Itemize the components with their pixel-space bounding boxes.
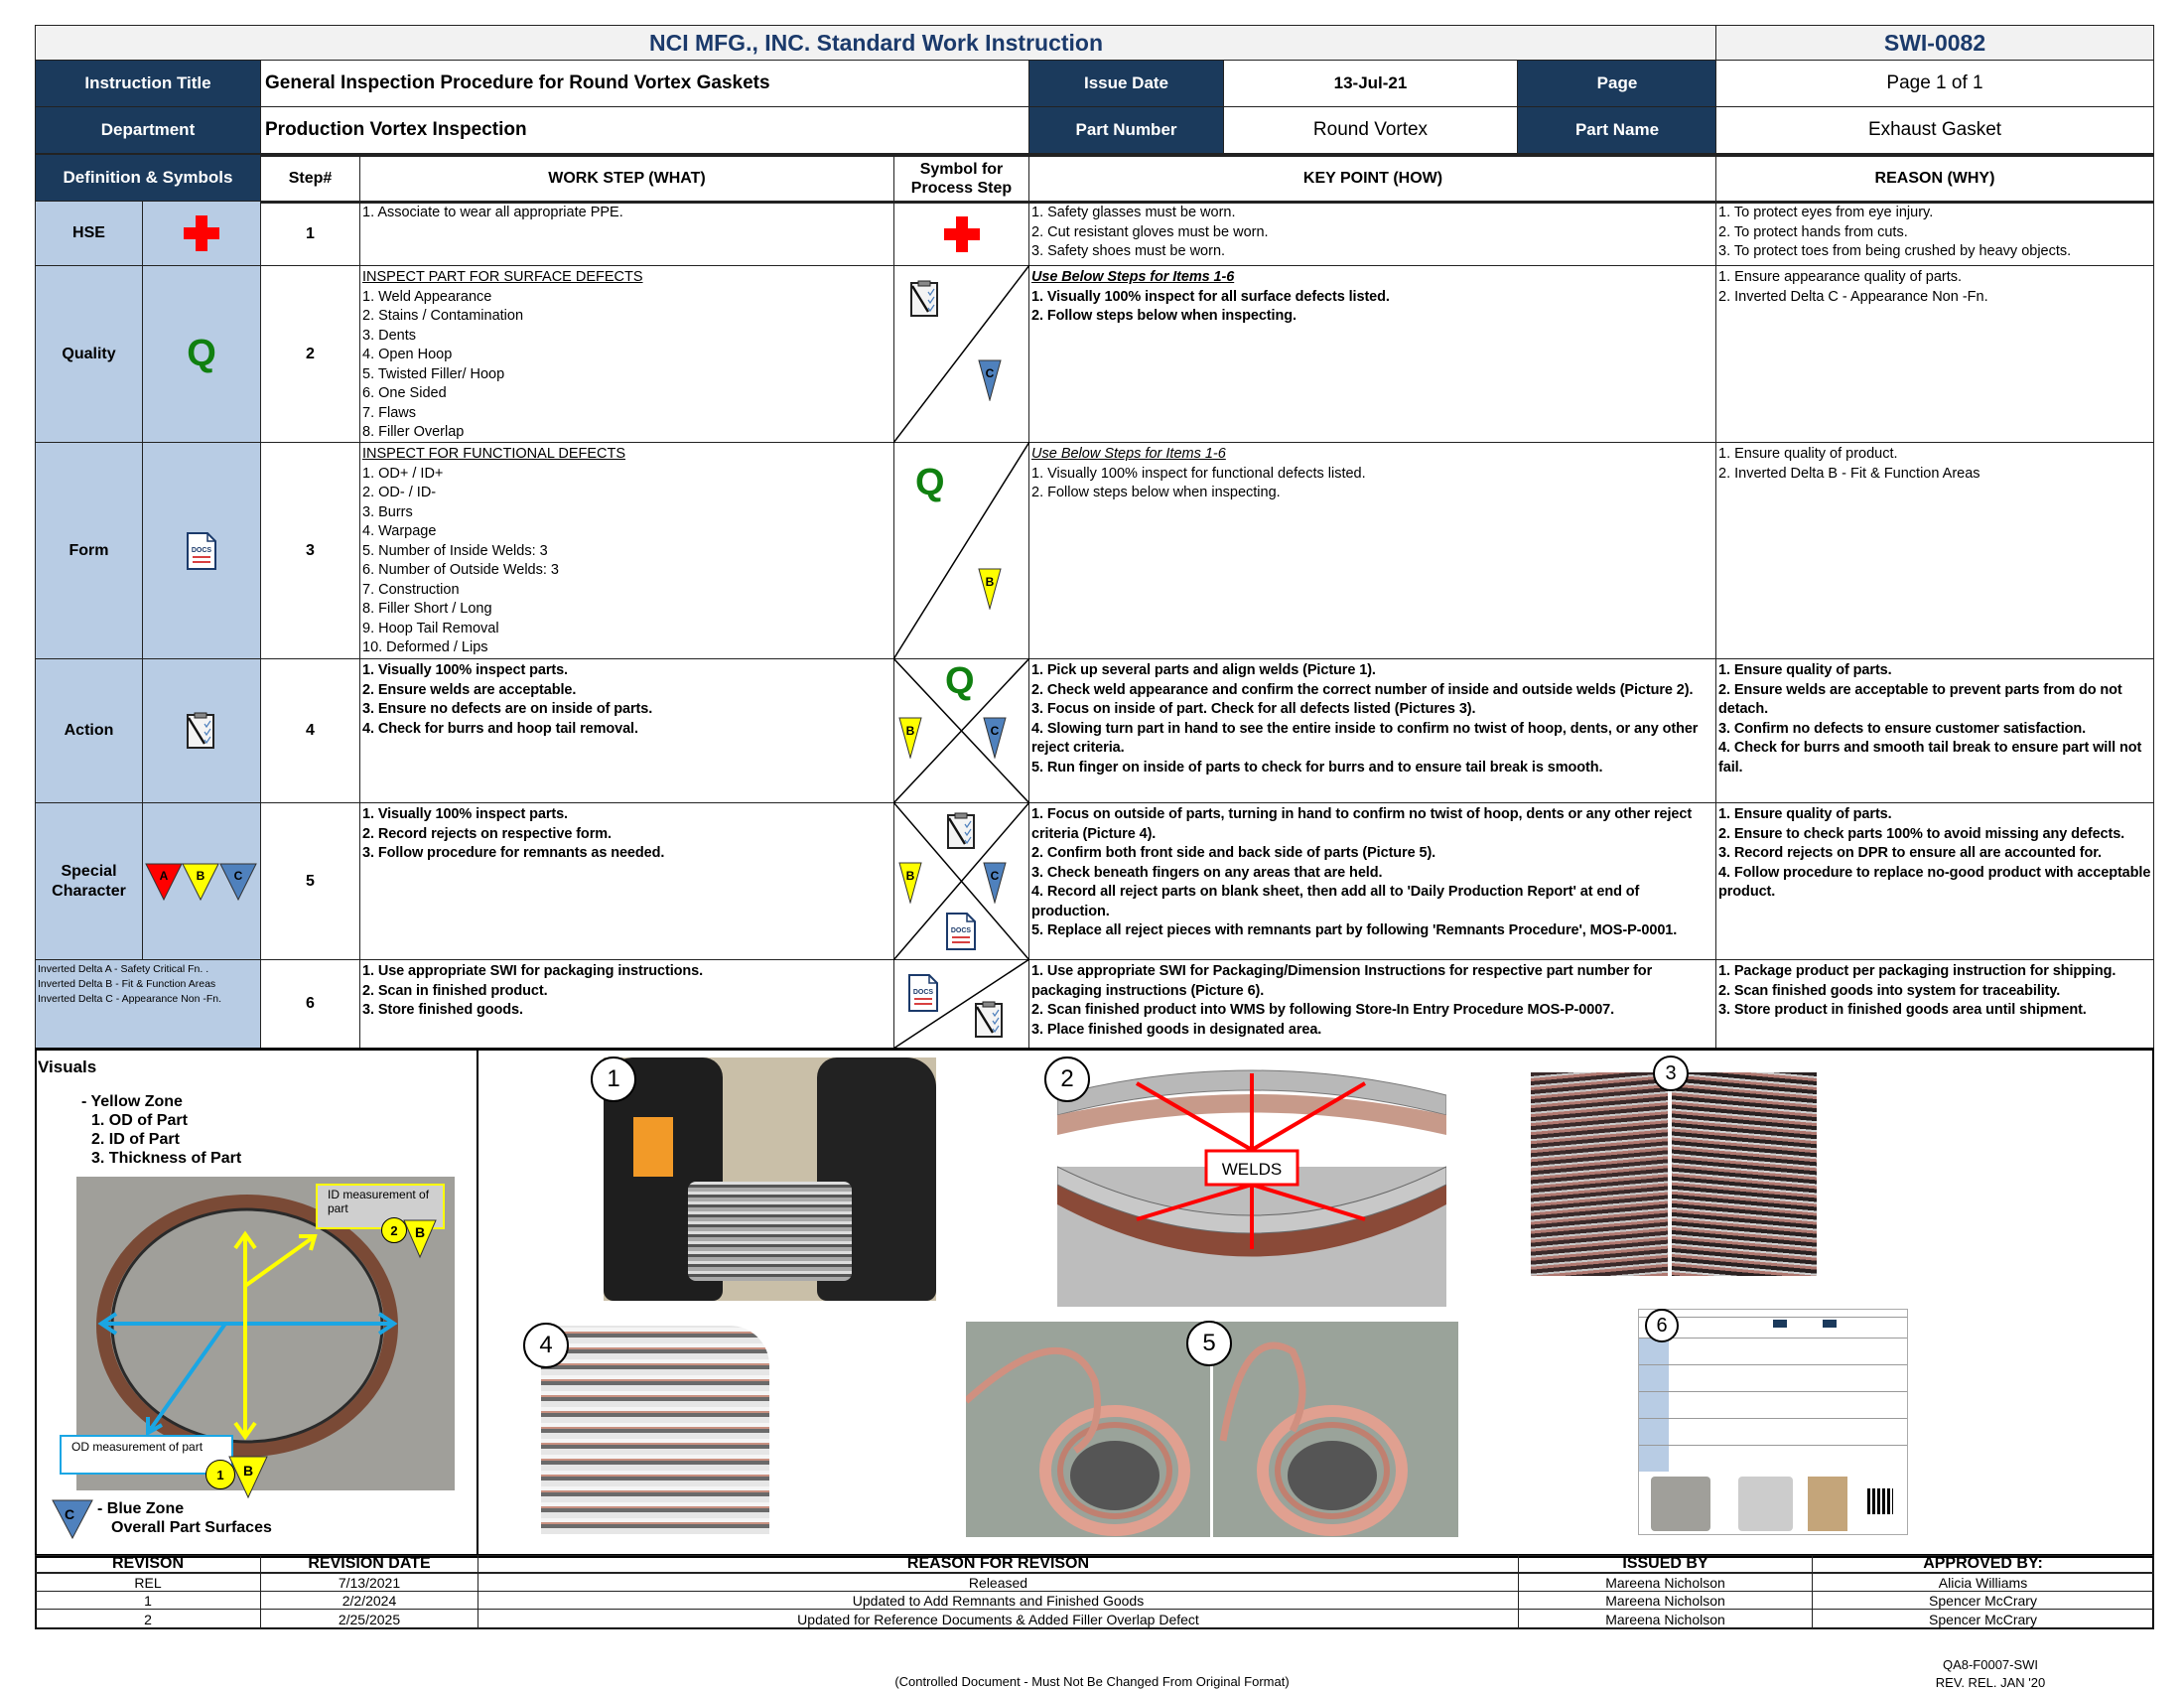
badge-text: 1 bbox=[216, 1467, 224, 1482]
delta-note-c: Inverted Delta C - Appearance Non -Fn. bbox=[38, 993, 222, 1005]
rev-row-2-date bbox=[260, 1591, 478, 1610]
how-item: 2. Confirm both front side and back side of parts (Picture 5). bbox=[1031, 845, 1436, 861]
value-text: Round Vortex bbox=[1312, 119, 1429, 140]
svg-text:B: B bbox=[414, 1224, 426, 1240]
mini-title-bar bbox=[1639, 1310, 1908, 1318]
rev-row-2-rev bbox=[35, 1591, 261, 1610]
why-item: 2. Inverted Delta C - Appearance Non -Fn. bbox=[1718, 288, 1988, 305]
svg-text:C: C bbox=[990, 869, 1000, 883]
what-item: 4. Warpage bbox=[362, 523, 437, 539]
what-item: 2. OD- / ID- bbox=[362, 485, 437, 500]
step-4-num bbox=[260, 658, 360, 803]
svg-text:DOCS: DOCS bbox=[912, 989, 934, 996]
delta-b-icon bbox=[228, 1456, 268, 1499]
how-item: 3. Safety shoes must be worn. bbox=[1031, 243, 1226, 259]
picture-6-number bbox=[1645, 1309, 1679, 1342]
legend-text: Form bbox=[68, 541, 109, 559]
legend-action-label bbox=[35, 658, 143, 803]
rev-row-1-approved bbox=[1812, 1573, 2154, 1592]
rev-cell-text: 2 bbox=[144, 1611, 152, 1627]
what-heading: INSPECT FOR FUNCTIONAL DEFECTS bbox=[362, 446, 626, 462]
header-text: Step# bbox=[288, 170, 333, 187]
blue-zone bbox=[97, 1499, 272, 1537]
svg-text:C: C bbox=[985, 366, 995, 380]
header-text: Symbol for bbox=[919, 161, 1004, 178]
value-text: 13-Jul-21 bbox=[1333, 73, 1408, 92]
coil-front bbox=[966, 1322, 1210, 1537]
rev-header-approved bbox=[1812, 1555, 2154, 1573]
picture-number-text: 1 bbox=[607, 1065, 620, 1092]
what-item: 2. Scan in finished product. bbox=[362, 982, 548, 999]
how-item: 3. Focus on inside of part. Check for all defects listed (Pictures 3). bbox=[1031, 701, 1476, 717]
why-item: 2. To protect hands from cuts. bbox=[1718, 223, 1908, 240]
label-text: Department bbox=[100, 120, 196, 139]
value-text: Page 1 of 1 bbox=[1886, 72, 1983, 93]
clipboard-icon bbox=[973, 1001, 1007, 1039]
rev-cell-text: Spencer McCrary bbox=[1929, 1611, 2037, 1627]
svg-text:B: B bbox=[905, 724, 915, 738]
what-item: 8. Filler Overlap bbox=[362, 424, 465, 440]
rev-row-1-reason bbox=[478, 1573, 1519, 1592]
id-callout-text: ID measurement of part bbox=[328, 1188, 430, 1215]
qr-code-icon bbox=[1867, 1488, 1893, 1514]
step-1-why bbox=[1715, 201, 2154, 265]
rev-row-1-date bbox=[260, 1573, 478, 1592]
picture-3b bbox=[1672, 1072, 1817, 1276]
blue-zone-label: - Blue Zone bbox=[97, 1500, 185, 1517]
what-item: 3. Follow procedure for remnants as needed. bbox=[362, 845, 665, 861]
why-item: 4. Follow procedure to replace no-good product with acceptable product. bbox=[1718, 864, 2151, 900]
how-item: 4. Slowing turn part in hand to see the entire inside to confirm no twist of hoop, dents, or any other reject criteria. bbox=[1031, 720, 1699, 756]
picture-number-text: 2 bbox=[1060, 1065, 1074, 1092]
legend-form-label bbox=[35, 442, 143, 659]
delta-b-icon bbox=[898, 862, 922, 904]
label-text: Instruction Title bbox=[84, 73, 211, 92]
how-item: 1. Visually 100% inspect for all surface defects listed. bbox=[1031, 288, 1390, 305]
coil-back bbox=[1213, 1322, 1458, 1537]
delta-abc-icons bbox=[145, 862, 258, 902]
what-item: 6. Number of Outside Welds: 3 bbox=[362, 562, 559, 578]
what-item: 7. Construction bbox=[362, 581, 460, 598]
stacked-gaskets bbox=[688, 1182, 852, 1281]
rev-cell-text: 2/25/2025 bbox=[338, 1611, 401, 1627]
rev-cell-text: Released bbox=[968, 1574, 1028, 1591]
how-item: 2. Check weld appearance and confirm the correct number of inside and outside welds (Picture 2). bbox=[1031, 681, 1694, 698]
step-num-header bbox=[260, 154, 360, 202]
how-item: 2. Follow steps below when inspecting. bbox=[1031, 308, 1297, 324]
step-2-num bbox=[260, 265, 360, 443]
what-item: 2. Record rejects on respective form. bbox=[362, 825, 612, 842]
how-item: 2. Follow steps below when inspecting. bbox=[1031, 485, 1281, 500]
form-number: QA8-F0007-SWI bbox=[1942, 1657, 2039, 1672]
picture-number-text: 4 bbox=[539, 1332, 553, 1358]
why-item: 1. To protect eyes from eye injury. bbox=[1718, 205, 1934, 220]
rev-cell-text: REL bbox=[134, 1574, 162, 1591]
why-item: 3. Store product in finished goods area until shipment. bbox=[1718, 1002, 2087, 1018]
issue-date-label bbox=[1028, 60, 1224, 107]
legend-text: Action bbox=[64, 722, 114, 739]
page-label bbox=[1517, 60, 1717, 107]
rev-cell-text: Alicia Williams bbox=[1938, 1574, 2028, 1591]
legend-quality-label bbox=[35, 265, 143, 443]
clipboard-icon bbox=[185, 712, 218, 750]
step-4-why bbox=[1715, 658, 2154, 780]
what-item: 5. Number of Inside Welds: 3 bbox=[362, 542, 548, 559]
svg-text:A: A bbox=[159, 868, 169, 883]
rev-cell-text: Mareena Nicholson bbox=[1605, 1574, 1725, 1591]
quality-q-icon: Q bbox=[945, 660, 975, 702]
badge-text: 2 bbox=[390, 1222, 398, 1238]
instruction-title-value bbox=[260, 60, 1030, 107]
rev-row-1-issued bbox=[1518, 1573, 1813, 1592]
quality-q-icon: Q bbox=[915, 462, 945, 503]
what-item: 4. Open Hoop bbox=[362, 347, 453, 362]
document-icon bbox=[186, 531, 217, 571]
step-number: 1 bbox=[306, 225, 315, 242]
delta-b-icon bbox=[898, 717, 922, 759]
what-item: 3. Store finished goods. bbox=[362, 1002, 523, 1018]
delta-c-icon bbox=[983, 717, 1007, 759]
legend-delta-notes bbox=[35, 959, 261, 1049]
rev-header-text: REVISON bbox=[111, 1555, 184, 1572]
step-5-how bbox=[1028, 802, 1715, 944]
rev-header-date bbox=[260, 1555, 478, 1573]
svg-text:WELDS: WELDS bbox=[1221, 1160, 1283, 1179]
picture-5a bbox=[966, 1322, 1210, 1537]
what-heading: INSPECT PART FOR SURFACE DEFECTS bbox=[362, 269, 643, 285]
rev-row-2-issued bbox=[1518, 1591, 1813, 1610]
svg-text:B: B bbox=[196, 868, 205, 883]
how-item: 1. Focus on outside of parts, turning in hand to confirm no twist of hoop, dents or any other reject criteria (Picture 4). bbox=[1031, 806, 1693, 842]
red-cross-icon bbox=[944, 216, 980, 252]
step-6-what bbox=[359, 959, 892, 1024]
how-item: 1. Pick up several parts and align welds (Picture 1). bbox=[1031, 662, 1376, 678]
rev-cell-text: Updated to Add Remnants and Finished Goods bbox=[852, 1592, 1145, 1609]
rev-cell-text: 2/2/2024 bbox=[341, 1592, 397, 1609]
yellow-zone-label: - Yellow Zone bbox=[81, 1093, 183, 1110]
step-number: 2 bbox=[306, 345, 315, 362]
step-1-what bbox=[359, 201, 892, 226]
legend-special-label bbox=[35, 802, 143, 960]
what-item: 3. Burrs bbox=[362, 503, 413, 520]
company-title bbox=[35, 25, 1717, 61]
rev-row-3-rev bbox=[35, 1609, 261, 1629]
svg-text:DOCS: DOCS bbox=[950, 927, 972, 934]
page-value bbox=[1715, 60, 2154, 107]
controlled-document-note bbox=[0, 1674, 2184, 1689]
reason-header bbox=[1715, 154, 2154, 202]
how-item: 2. Cut resistant gloves must be worn. bbox=[1031, 223, 1269, 240]
how-heading: Use Below Steps for Items 1-6 bbox=[1031, 446, 1226, 462]
rev-row-2-approved bbox=[1812, 1591, 2154, 1610]
instruction-title-label bbox=[35, 60, 261, 107]
why-item: 3. Record rejects on DPR to ensure all are accounted for. bbox=[1718, 845, 2102, 861]
symbol-header bbox=[893, 154, 1029, 202]
blue-zone-desc: Overall Part Surfaces bbox=[111, 1519, 272, 1536]
clipboard-icon bbox=[908, 280, 942, 318]
part-name-label bbox=[1517, 106, 1717, 154]
mini-welds-photo bbox=[1738, 1477, 1793, 1531]
rev-cell-text: Mareena Nicholson bbox=[1605, 1611, 1725, 1627]
mini-navy-cell bbox=[1823, 1320, 1837, 1328]
why-item: 2. Ensure to check parts 100% to avoid missing any defects. bbox=[1718, 825, 2125, 842]
header-text: WORK STEP (WHAT) bbox=[548, 170, 706, 187]
what-item: 7. Flaws bbox=[362, 404, 416, 421]
picture-3-number bbox=[1653, 1056, 1689, 1091]
label-text: Part Number bbox=[1075, 120, 1177, 139]
key-point-header bbox=[1028, 154, 1717, 202]
why-item: 1. Ensure quality of parts. bbox=[1718, 662, 1892, 678]
why-item: 1. Package product per packaging instruction for shipping. bbox=[1718, 963, 2116, 979]
svg-text:C: C bbox=[64, 1506, 75, 1522]
rev-cell-text: Spencer McCrary bbox=[1929, 1592, 2037, 1609]
delta-c-icon bbox=[983, 862, 1007, 904]
legend-action-icon-cell bbox=[142, 658, 261, 803]
delta-note-a: Inverted Delta A - Safety Critical Fn. . bbox=[38, 963, 209, 975]
what-item: 3. Ensure no defects are on inside of parts. bbox=[362, 701, 653, 717]
quality-q-icon: Q bbox=[187, 333, 216, 374]
header-text: KEY POINT (HOW) bbox=[1302, 170, 1443, 187]
step-6-why bbox=[1715, 959, 2154, 1024]
yellow-zone-item: 2. ID of Part bbox=[91, 1131, 180, 1148]
issue-date-value bbox=[1223, 60, 1518, 107]
why-item: 2. Ensure welds are acceptable to prevent parts from do not detach. bbox=[1718, 681, 2122, 717]
how-item: 3. Check beneath fingers on any areas that are held. bbox=[1031, 864, 1383, 881]
rev-row-3-date bbox=[260, 1609, 478, 1629]
why-item: 4. Check for burrs and smooth tail break to ensure part will not fail. bbox=[1718, 740, 2142, 776]
form-rev: REV. REL. JAN '20 bbox=[1935, 1675, 2046, 1690]
rev-header-text: REASON FOR REVISON bbox=[906, 1555, 1090, 1572]
step-number: 3 bbox=[306, 541, 315, 559]
mini-navy-cell bbox=[1773, 1320, 1787, 1328]
rev-row-3-reason bbox=[478, 1609, 1519, 1629]
document-icon bbox=[907, 973, 939, 1013]
why-item: 3. Confirm no defects to ensure customer satisfaction. bbox=[1718, 720, 2087, 737]
definition-symbols-header bbox=[35, 154, 261, 202]
step-3-why bbox=[1715, 442, 2154, 487]
legend-text: Quality bbox=[62, 345, 116, 362]
what-item: 1. Associate to wear all appropriate PPE. bbox=[362, 205, 623, 220]
rev-row-3-approved bbox=[1812, 1609, 2154, 1629]
picture-2 bbox=[1057, 1056, 1446, 1307]
yellow-zone-item: 3. Thickness of Part bbox=[91, 1150, 242, 1167]
company-title-text: NCI MFG., INC. Standard Work Instruction bbox=[648, 29, 1104, 56]
footer-text: (Controlled Document - Must Not Be Changed From Original Format) bbox=[894, 1674, 1290, 1689]
svg-text:B: B bbox=[985, 575, 995, 589]
document-icon bbox=[945, 912, 977, 951]
red-cross-icon bbox=[184, 215, 219, 251]
why-item: 1. Ensure appearance quality of parts. bbox=[1718, 269, 1963, 285]
what-item: 1. Use appropriate SWI for packaging instructions. bbox=[362, 963, 704, 979]
mini-gasket-photo bbox=[1651, 1477, 1710, 1531]
legend-text: Special bbox=[61, 862, 117, 880]
clipboard-icon bbox=[945, 812, 979, 850]
legend-quality-icon-cell bbox=[142, 265, 261, 443]
od-callout-text: OD measurement of part bbox=[71, 1440, 204, 1454]
value-text: Production Vortex Inspection bbox=[265, 119, 527, 140]
picture-number-text: 3 bbox=[1665, 1061, 1677, 1084]
mini-box-photo bbox=[1808, 1477, 1847, 1531]
step-number: 4 bbox=[306, 722, 315, 739]
step-6-num bbox=[260, 959, 360, 1049]
step-2-why bbox=[1715, 265, 2154, 310]
picture-3a bbox=[1531, 1072, 1668, 1276]
step-5-why bbox=[1715, 802, 2154, 906]
svg-text:B: B bbox=[242, 1463, 254, 1479]
how-item: 1. Use appropriate SWI for Packaging/Dimension Instructions for respective part number for packaging instructions (Picture 6). bbox=[1031, 963, 1653, 999]
rev-cell-text: 1 bbox=[144, 1592, 152, 1609]
delta-note-b: Inverted Delta B - Fit & Function Areas bbox=[38, 978, 216, 990]
what-item: 8. Filler Short / Long bbox=[362, 601, 492, 617]
why-item: 2. Inverted Delta B - Fit & Function Areas bbox=[1718, 465, 1980, 482]
step-2-what bbox=[359, 265, 892, 446]
work-step-header bbox=[359, 154, 894, 202]
legend-form-icon-cell bbox=[142, 442, 261, 659]
what-item: 6. One Sided bbox=[362, 385, 447, 401]
why-item: 3. To protect toes from being crushed by heavy objects. bbox=[1718, 243, 2072, 259]
legend-text: HSE bbox=[72, 224, 105, 241]
how-item: 3. Place finished goods in designated area. bbox=[1031, 1021, 1322, 1038]
picture-4 bbox=[541, 1326, 769, 1534]
picture-1-number bbox=[591, 1057, 636, 1102]
department-value bbox=[260, 106, 1030, 154]
label-text: Part Name bbox=[1574, 120, 1660, 139]
doc-number-text: SWI-0082 bbox=[1883, 29, 1986, 56]
how-item: 5. Run finger on inside of parts to check for burrs and to ensure tail break is smooth. bbox=[1031, 759, 1603, 776]
form-number-block bbox=[1916, 1656, 2065, 1692]
step-4-what bbox=[359, 658, 892, 742]
rev-header-revision bbox=[35, 1555, 261, 1573]
what-item: 10. Deformed / Lips bbox=[362, 639, 488, 655]
step-number: 6 bbox=[306, 995, 315, 1012]
svg-text:DOCS: DOCS bbox=[191, 546, 212, 554]
doc-number bbox=[1715, 25, 2154, 61]
rev-header-text: APPROVED BY: bbox=[1923, 1555, 2043, 1572]
rev-row-1-rev bbox=[35, 1573, 261, 1592]
visuals-divider bbox=[477, 1048, 478, 1556]
department-label bbox=[35, 106, 261, 154]
svg-text:C: C bbox=[233, 868, 243, 883]
label-text: Issue Date bbox=[1083, 73, 1169, 92]
legend-special-icon-cell bbox=[142, 802, 261, 960]
header-text: REASON (WHY) bbox=[1874, 170, 1995, 187]
yellow-zone-list bbox=[81, 1092, 241, 1168]
how-item: 1. Safety glasses must be worn. bbox=[1031, 205, 1236, 220]
legend-hse-label bbox=[35, 201, 143, 266]
step-number: 5 bbox=[306, 872, 315, 890]
delta-c-icon bbox=[52, 1499, 93, 1539]
step-1-num bbox=[260, 201, 360, 266]
rev-cell-text: Mareena Nicholson bbox=[1605, 1592, 1725, 1609]
rev-row-3-issued bbox=[1518, 1609, 1813, 1629]
header-text: Process Step bbox=[910, 180, 1013, 197]
what-item: 1. Weld Appearance bbox=[362, 288, 492, 305]
rev-header-text: REVISION DATE bbox=[308, 1555, 431, 1572]
svg-text:B: B bbox=[905, 869, 915, 883]
picture-4-number bbox=[523, 1323, 569, 1368]
rev-row-2-reason bbox=[478, 1591, 1519, 1610]
why-item: 2. Scan finished goods into system for traceability. bbox=[1718, 982, 2061, 999]
picture-5-number bbox=[1186, 1321, 1232, 1366]
legend-hse-icon-cell bbox=[142, 201, 261, 266]
step-3-diagonal bbox=[893, 442, 1029, 659]
mini-rows bbox=[1639, 1338, 1908, 1472]
step-4-how bbox=[1028, 658, 1715, 780]
rev-header-reason bbox=[478, 1555, 1519, 1573]
what-item: 1. Visually 100% inspect parts. bbox=[362, 806, 568, 822]
visuals-title: Visuals bbox=[38, 1058, 97, 1076]
delta-b-icon bbox=[403, 1219, 437, 1259]
delta-c-icon bbox=[978, 359, 1002, 401]
what-item: 1. Visually 100% inspect parts. bbox=[362, 662, 568, 678]
step-3-num bbox=[260, 442, 360, 659]
svg-text:C: C bbox=[990, 724, 1000, 738]
step-5-num bbox=[260, 802, 360, 960]
what-item: 2. Stains / Contamination bbox=[362, 308, 524, 324]
delta-b-icon bbox=[978, 568, 1002, 610]
why-item: 1. Ensure quality of parts. bbox=[1718, 806, 1892, 822]
rev-cell-text: 7/13/2021 bbox=[338, 1574, 401, 1591]
yellow-zone-item: 1. OD of Part bbox=[91, 1112, 188, 1129]
picture-number-text: 5 bbox=[1202, 1330, 1216, 1356]
step-5-what bbox=[359, 802, 892, 867]
how-heading: Use Below Steps for Items 1-6 bbox=[1031, 269, 1235, 285]
how-item: 4. Record all reject parts on blank sheet, then add all to 'Daily Production Report' at end of production. bbox=[1031, 884, 1640, 919]
header-text: Definition & Symbols bbox=[63, 168, 233, 187]
part-name-value bbox=[1715, 106, 2154, 154]
step-6-how bbox=[1028, 959, 1715, 1043]
step-3-how bbox=[1028, 442, 1715, 506]
why-item: 1. Ensure quality of product. bbox=[1718, 446, 1898, 462]
picture-1 bbox=[604, 1058, 936, 1301]
step-1-symbol-cell bbox=[893, 201, 1029, 266]
rev-cell-text: Updated for Reference Documents & Added Filler Overlap Defect bbox=[797, 1611, 1199, 1627]
welds-diagram bbox=[1057, 1056, 1446, 1307]
rev-header-text: ISSUED BY bbox=[1622, 1555, 1708, 1572]
picture-6 bbox=[1638, 1309, 1908, 1535]
glove-label bbox=[633, 1117, 673, 1177]
part-number-label bbox=[1028, 106, 1224, 154]
how-item: 5. Replace all reject pieces with remnants part by following 'Remnants Procedure', MOS-P-0001. bbox=[1031, 922, 1678, 938]
part-number-value bbox=[1223, 106, 1518, 154]
picture-2-number bbox=[1044, 1057, 1090, 1102]
legend-text: Character bbox=[52, 882, 126, 900]
what-item: 3. Dents bbox=[362, 327, 416, 344]
what-item: 1. OD+ / ID+ bbox=[362, 465, 444, 482]
value-text: Exhaust Gasket bbox=[1867, 119, 2002, 140]
how-item: 1. Visually 100% inspect for functional defects listed. bbox=[1031, 465, 1366, 482]
rev-header-issued bbox=[1518, 1555, 1813, 1573]
picture-5b bbox=[1213, 1322, 1458, 1537]
value-text: General Inspection Procedure for Round Vortex Gaskets bbox=[265, 72, 770, 93]
what-item: 9. Hoop Tail Removal bbox=[362, 620, 499, 636]
label-text: Page bbox=[1596, 73, 1638, 92]
what-item: 5. Twisted Filler/ Hoop bbox=[362, 365, 505, 382]
picture-number-text: 6 bbox=[1656, 1314, 1668, 1337]
step-1-how bbox=[1028, 201, 1715, 265]
step-2-how bbox=[1028, 265, 1715, 330]
what-item: 4. Check for burrs and hoop tail removal. bbox=[362, 720, 638, 737]
step-3-what bbox=[359, 442, 892, 661]
what-item: 2. Ensure welds are acceptable. bbox=[362, 681, 577, 698]
how-item: 2. Scan finished product into WMS by following Store-In Entry Procedure MOS-P-0007. bbox=[1031, 1002, 1615, 1018]
